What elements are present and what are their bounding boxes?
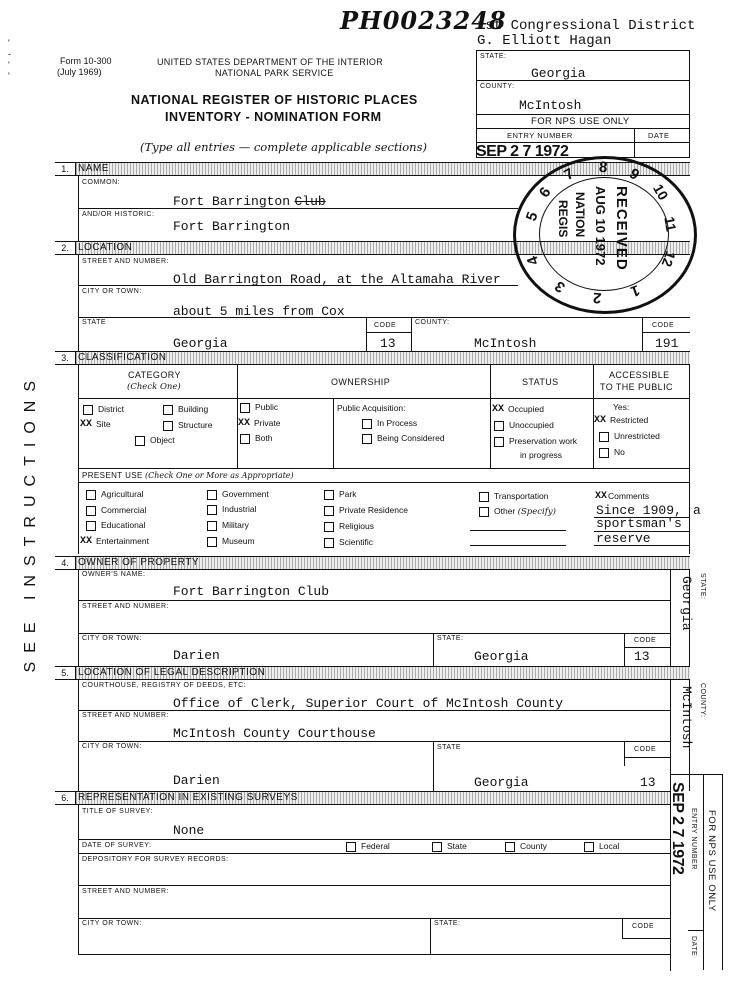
stamp-inner-text-1: NATION (573, 192, 587, 238)
use-industrial[interactable]: Industrial (207, 504, 257, 515)
checkbox[interactable] (135, 436, 145, 446)
stamp-digit: 9 (625, 165, 643, 184)
legal-street-label: STREET AND NUMBER: (82, 712, 170, 719)
checkbox[interactable] (494, 421, 504, 431)
common-name-struck: Club (294, 194, 326, 209)
section-6-header: 6. REPRESENTATION IN EXISTING SURVEYS (55, 791, 670, 805)
cat-site[interactable]: XX Site (80, 419, 111, 431)
cat-structure[interactable]: Structure (163, 420, 213, 431)
access-no[interactable]: No (599, 447, 625, 458)
stamp-digit: 1 (628, 281, 642, 300)
category-check-one: (Check One) (127, 382, 181, 392)
use-entertainment[interactable]: XX Entertainment (80, 536, 149, 548)
checked-mark: XX (80, 419, 93, 431)
location-code-value: 13 (380, 336, 396, 351)
own-both[interactable]: Both (240, 433, 273, 444)
legal-city-value: Darien (173, 773, 220, 788)
side-county-label: COUNTY: (699, 683, 706, 718)
survey-title-label: TITLE OF SURVEY: (82, 808, 153, 815)
use-military[interactable]: Military (207, 520, 249, 531)
owner-state-value: Georgia (474, 649, 529, 664)
checked-mark: XX (595, 491, 608, 503)
survey-title-value: None (173, 823, 205, 838)
survey-federal[interactable]: Federal (346, 841, 390, 852)
location-code2-label: CODE (652, 322, 675, 329)
use-educational[interactable]: Educational (86, 520, 145, 531)
survey-code-label: CODE (632, 923, 655, 930)
stamp-digit: 5 (522, 209, 542, 224)
present-use-label: PRESENT USE (Check One or More as Appropriate) (82, 471, 294, 480)
checkbox[interactable] (240, 403, 250, 413)
checkbox[interactable] (362, 419, 372, 429)
status-preservation[interactable]: Preservation work (494, 436, 577, 447)
status-label: STATUS (522, 377, 559, 387)
checkbox[interactable] (86, 506, 96, 516)
location-state-label: STATE (82, 319, 107, 326)
checkbox[interactable] (324, 522, 334, 532)
checkbox[interactable] (584, 842, 594, 852)
courthouse-value: Office of Clerk, Superior Court of McIntosh County (173, 696, 564, 711)
form-date: (July 1969) (57, 67, 102, 77)
own-in-process[interactable]: In Process (362, 418, 417, 429)
historic-label: AND/OR HISTORIC: (82, 211, 155, 218)
header-nps-label: FOR NPS USE ONLY (531, 116, 630, 127)
side-entry-stamp: SEP 2 7 1972 (669, 782, 686, 875)
legal-code-value: 13 (640, 775, 656, 790)
district-line-2: G. Elliott Hagan (477, 33, 612, 49)
checked-mark: XX (80, 536, 93, 548)
legal-code-label: CODE (634, 746, 657, 753)
section-2-header: 2. LOCATION (55, 241, 690, 255)
side-entry-label: ENTRY NUMBER (690, 808, 697, 870)
location-street-value: Old Barrington Road, at the Altamaha River (173, 272, 501, 287)
status-unoccupied[interactable]: Unoccupied (494, 420, 554, 431)
stamp-digit: 7 (561, 165, 578, 184)
header-date-label: DATE (648, 131, 670, 140)
legal-state-label: STATE (437, 744, 462, 751)
own-private[interactable]: XX Private (238, 418, 281, 430)
stamp-received: RECEIVED (613, 186, 630, 271)
checked-mark: XX (594, 415, 607, 427)
checkbox[interactable] (346, 842, 356, 852)
header-county-label: COUNTY: (480, 83, 515, 90)
entry-date-stamp: SEP 2 7 1972 (476, 143, 569, 160)
status-in-progress: in progress (520, 450, 563, 460)
owner-street-label: STREET AND NUMBER: (82, 603, 170, 610)
comments-line-3: reserve (596, 531, 651, 546)
common-name-value: Fort Barrington (173, 194, 291, 209)
use-comments[interactable]: XXComments (595, 491, 650, 503)
agency-line-1: UNITED STATES DEPARTMENT OF THE INTERIOR (157, 57, 384, 67)
survey-street-label: STREET AND NUMBER: (82, 888, 170, 895)
use-commercial[interactable]: Commercial (86, 505, 146, 516)
legal-state-value: Georgia (474, 775, 529, 790)
use-museum[interactable]: Museum (207, 536, 255, 547)
accessible-label-2: TO THE PUBLIC (600, 382, 673, 392)
form-title-1: NATIONAL REGISTER OF HISTORIC PLACES (131, 93, 418, 107)
survey-state[interactable]: State (432, 841, 467, 852)
accessible-label-1: ACCESSIBLE (609, 370, 670, 380)
owner-city-label: CITY OR TOWN: (82, 635, 142, 642)
location-code2-value: 191 (655, 336, 679, 351)
section-1-header: 1. NAME (55, 162, 690, 176)
checkbox[interactable] (240, 434, 250, 444)
comments-line-2: sportsman's (596, 516, 682, 531)
stamp-digit: 2 (592, 288, 603, 307)
own-public-acquisition: Public Acquisition: (337, 403, 406, 413)
access-yes: Yes: (613, 402, 630, 412)
owner-name-value: Fort Barrington Club (173, 584, 330, 599)
owner-city-value: Darien (173, 648, 220, 663)
courthouse-label: COURTHOUSE, REGISTRY OF DEEDS, ETC: (82, 682, 247, 689)
stamp-inner-text-2: REGIS (556, 200, 570, 238)
see-instructions-side: SEE INSTRUCTIONS (22, 372, 39, 673)
header-state-value: Georgia (531, 66, 586, 81)
checkbox[interactable] (324, 506, 334, 516)
stamp-digit: 6 (535, 184, 555, 201)
status-occupied[interactable]: XX Occupied (492, 404, 544, 416)
side-nps-label: FOR NPS USE ONLY (706, 810, 717, 912)
legal-street-value: McIntosh County Courthouse (173, 726, 376, 741)
own-being-considered[interactable]: Being Considered (362, 433, 445, 444)
section-4-header: 4. OWNER OF PROPERTY (55, 556, 690, 570)
use-private-residence[interactable]: Private Residence (324, 505, 408, 516)
own-public[interactable]: Public (240, 402, 278, 413)
stamp-digit: 3 (551, 277, 569, 296)
section-5-header: 5. LOCATION OF LEGAL DESCRIPTION (55, 666, 690, 680)
historic-name-value: Fort Barrington (173, 219, 291, 234)
stamp-digit: 11 (661, 215, 680, 233)
form-number: Form 10-300 (60, 56, 112, 66)
checkbox[interactable] (324, 490, 334, 500)
depository-label: DEPOSITORY FOR SURVEY RECORDS: (82, 856, 229, 863)
stamp-digit: 4 (523, 253, 543, 268)
location-street-label: STREET AND NUMBER: (82, 258, 170, 265)
location-county-value: McIntosh (474, 336, 537, 351)
stamp-digit: 10 (649, 181, 672, 203)
cat-building[interactable]: Building (163, 404, 208, 415)
comments-line-1: Since 1909, (596, 503, 682, 518)
district-line-1: 1st Congressional District (477, 18, 696, 34)
left-margin-marks: ' - ' ' (8, 38, 11, 81)
access-unrestricted[interactable]: Unrestricted (599, 431, 660, 442)
owner-name-label: OWNER'S NAME: (82, 571, 146, 578)
checkbox[interactable] (207, 521, 217, 531)
checkbox[interactable] (479, 492, 489, 502)
form-instructions: (Type all entries — complete applicable sections) (140, 140, 427, 154)
comments-line-1-a: a (693, 503, 701, 518)
header-state-label: STATE: (480, 53, 507, 60)
checkbox[interactable] (207, 537, 217, 547)
side-state-value: Georgia (679, 576, 694, 631)
checkbox[interactable] (362, 434, 372, 444)
checkbox[interactable] (86, 521, 96, 531)
common-label: COMMON: (82, 179, 121, 186)
stamp-digit: 8 (598, 158, 609, 177)
owner-state-label: STATE: (437, 635, 464, 642)
side-county-value: McIntosh (679, 686, 694, 749)
checkbox[interactable] (599, 432, 609, 442)
survey-county[interactable]: County (505, 841, 547, 852)
header-entry-label: ENTRY NUMBER (507, 131, 573, 140)
survey-city-label: CITY OR TOWN: (82, 920, 142, 927)
checked-mark: XX (492, 404, 505, 416)
checkbox[interactable] (494, 437, 504, 447)
checkbox[interactable] (599, 448, 609, 458)
agency-line-2: NATIONAL PARK SERVICE (215, 68, 334, 78)
use-other[interactable]: Other (Specify) (479, 506, 556, 517)
stamp-date: AUG 10 1972 (593, 186, 608, 266)
category-label: CATEGORY (128, 370, 181, 380)
checkbox[interactable] (163, 421, 173, 431)
location-code-label: CODE (374, 322, 397, 329)
survey-state-label: STATE: (434, 920, 461, 927)
checkbox[interactable] (207, 490, 217, 500)
cat-district[interactable]: District (83, 404, 124, 415)
stamp-digit: 12 (658, 248, 679, 270)
checkbox[interactable] (432, 842, 442, 852)
checkbox[interactable] (83, 405, 93, 415)
use-transportation[interactable]: Transportation (479, 491, 549, 502)
checkbox[interactable] (207, 505, 217, 515)
handwritten-id: PH0023248 (340, 6, 507, 35)
cat-object[interactable]: Object (135, 435, 175, 446)
location-county-label: COUNTY: (415, 319, 450, 326)
legal-city-label: CITY OR TOWN: (82, 743, 142, 750)
location-city-label: CITY OR TOWN: (82, 288, 142, 295)
header-county-value: McIntosh (519, 98, 582, 113)
checkbox[interactable] (505, 842, 515, 852)
checkbox[interactable] (163, 405, 173, 415)
location-state-value: Georgia (173, 336, 228, 351)
side-date-label: DATE (690, 936, 697, 957)
use-religious[interactable]: Religious (324, 521, 374, 532)
use-government[interactable]: Government (207, 489, 269, 500)
survey-date-label: DATE OF SURVEY: (82, 842, 152, 849)
access-restricted[interactable]: XX Restricted (594, 415, 649, 427)
survey-local[interactable]: Local (584, 841, 619, 852)
checked-mark: XX (238, 418, 251, 430)
checkbox[interactable] (86, 490, 96, 500)
side-state-label: STATE: (699, 573, 706, 600)
section-3-header: 3. CLASSIFICATION (55, 351, 690, 365)
owner-code-label: CODE (634, 637, 657, 644)
checkbox[interactable] (479, 507, 489, 517)
checkbox[interactable] (324, 538, 334, 548)
owner-code-value: 13 (634, 649, 650, 664)
use-scientific[interactable]: Scientific (324, 537, 373, 548)
location-city-value: about 5 miles from Cox (173, 304, 345, 319)
form-title-2: INVENTORY - NOMINATION FORM (165, 110, 382, 124)
use-park[interactable]: Park (324, 489, 356, 500)
ownership-label: OWNERSHIP (331, 377, 391, 387)
use-agricultural[interactable]: Agricultural (86, 489, 144, 500)
